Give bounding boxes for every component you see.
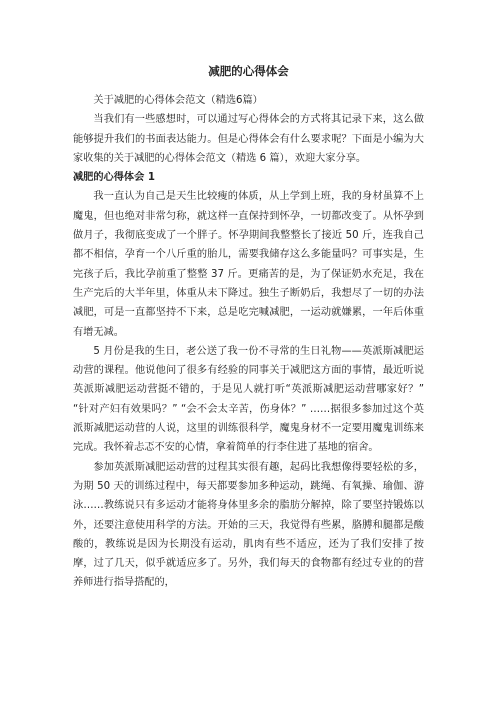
intro-paragraph: 当我们有一些感想时，可以通过写心得体会的方式将其记录下来，这么做能够提升我们的书面表达能力。但是心得体会有什么要求呢？下面是小编为大家收集的关于减肥的心得体会范文（精选 6 篇），欢迎大家分享。 xyxy=(73,114,424,164)
body-paragraph-3: 参加英派斯减肥运动营的过程其实很有趣，起码比我想像得要轻松的多，为期 50 天的训练过程中，每天都要参加多种运动，跳绳、有氧操、瑜伽、游泳……教练说只有多运动才能将身体里多余的脂肪分解掉，除了要坚持锻炼以外，还要注意使用科学的方法。开始的三天，我觉得有些累，胳膊和腿都是酸酸的，教练说是因为长期没有运动，肌肉有些不适应，还为了我们安排了按摩，过了几天，似乎就适应多了。另外，我们每天的食物都有经过专业的的营养师进行指导搭配的， xyxy=(73,461,424,589)
body-paragraph-1: 我一直认为自己是天生比较瘦的体质，从上学到上班，我的身材虽算不上魔鬼，但也绝对非常匀称，就这样一直保持到怀孕，一切都改变了。从怀孕到做月子，我彻底变成了一个胖子。怀孕期间我整整长了接近 50 斤，连我自己都不相信，孕育一个八斤重的胎儿，需要我储存这么多能量吗？可事实是，生完孩子后，我比孕前重了整整 37 斤。更痛苦的是，为了保证奶水充足，我在生产完后的大半年里，体重从未下降过。独生子断奶后，我想尽了一切的办法减肥，可是一直都坚持不下来，总是吃完喊减肥，一运动就嫌累，一年后体重有增无减。 xyxy=(73,191,424,338)
document-title: 减肥的心得体会 xyxy=(208,64,289,78)
body-paragraph-2: 5 月份是我的生日，老公送了我一份不寻常的生日礼物——英派斯减肥运动营的课程。他说他问了很多有经验的同事关于减肥这方面的事情，最近听说英派斯减肥运动营挺不错的，于是见人就打听“英派斯减肥运动营哪家好？” “针对产妇有效果吗？” “会不会太辛苦，伤身体？” ……据很多参加过这个英派斯减肥运动营的人说，这里的训练很科学，魔鬼身材不一定要用魔鬼训练来完成。我怀着忐忑不安的心情，拿着简单的行李住进了基地的宿舍。 xyxy=(73,345,424,454)
section-heading: 减肥的心得体会 1 xyxy=(73,172,155,184)
document-subtitle: 关于减肥的心得体会范文（精选6篇） xyxy=(93,95,263,106)
document-page xyxy=(73,62,424,593)
